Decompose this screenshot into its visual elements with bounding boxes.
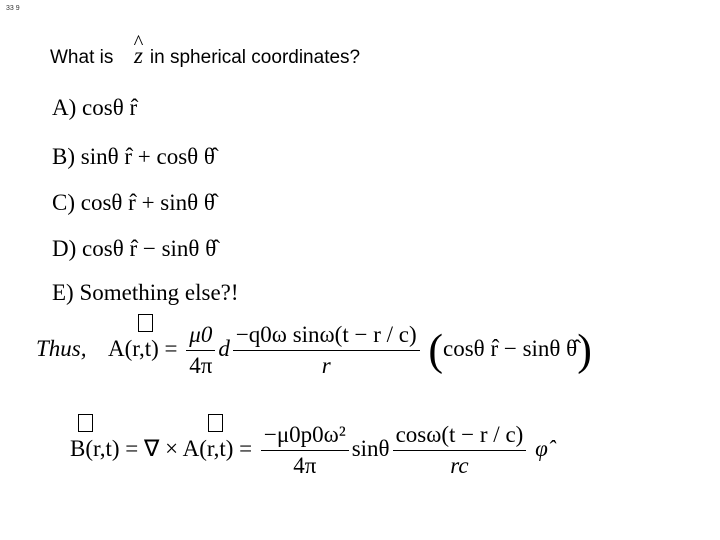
question-suffix: in spherical coordinates? <box>149 47 361 68</box>
vector-arrow-placeholder-icon <box>78 414 93 432</box>
option-a[interactable] <box>52 95 137 121</box>
coefficient-fraction: $\frac{\text{−μ0p0ω²}}{4\pi}$ <box>261 422 349 479</box>
option-expression: cosθ r̂ − sinθ θ̂ <box>82 236 217 261</box>
option-c[interactable] <box>52 190 215 216</box>
slide-number: 33 9 <box>6 5 20 12</box>
vector-arrow-placeholder-icon <box>208 414 223 432</box>
phi-hat: φ̂ <box>535 435 548 461</box>
option-b[interactable] <box>52 144 215 170</box>
vector-arrow-placeholder-icon <box>138 314 153 332</box>
b-lhs: B(r,t) = ∇ × A(r,t) = <box>70 435 253 461</box>
option-letter: B) <box>52 144 75 169</box>
option-d[interactable] <box>52 236 216 262</box>
option-letter: E) <box>52 280 74 305</box>
thus-label: Thus, <box>36 335 87 361</box>
option-expression: Something else?! <box>79 280 239 305</box>
question-text <box>50 47 360 69</box>
question-prefix: What is <box>50 47 114 68</box>
mu0-fraction: $\frac{\mu 0}{4\pi}$ <box>186 322 215 379</box>
option-expression: cosθ r̂ + sinθ θ̂ <box>80 190 215 215</box>
direction-expression: cosθ r̂ − sinθ θ̂ <box>443 335 578 361</box>
sin-theta: sinθ <box>351 435 390 461</box>
cos-fraction: $\frac{\cos\omega(t - r / c)}{rc}$ <box>393 422 527 479</box>
option-e[interactable] <box>52 280 239 306</box>
a-lhs: A(r,t) = <box>108 335 178 361</box>
option-expression: cosθ r̂ <box>82 95 138 120</box>
vector-potential-equation: Thus, A(r,t) = $\frac{\mu 0}{4\pi}$ d $\frac{\text{−q0ω sinω(t − r / c)}}{r}$ (cosθ r̂ − sinθ θ̂) <box>36 322 592 379</box>
option-letter: D) <box>52 236 77 261</box>
option-letter: C) <box>52 190 75 215</box>
d-symbol: d <box>218 335 230 361</box>
main-fraction: $\frac{\text{−q0ω sinω(t − r / c)}}{r}$ <box>233 322 420 379</box>
z-hat-symbol: ^ z <box>134 43 143 69</box>
option-expression: sinθ r̂ + cosθ θ̂ <box>80 144 215 169</box>
option-letter: A) <box>52 95 77 120</box>
magnetic-field-equation <box>70 422 548 479</box>
